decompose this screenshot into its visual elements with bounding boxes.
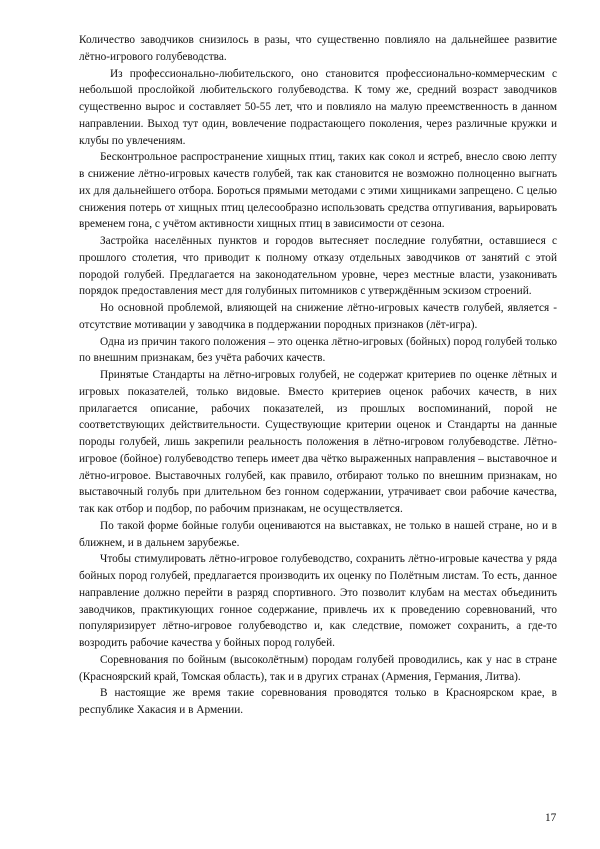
- paragraph-5: Но основной проблемой, влияющей на снижение лётно-игровых качеств голубей, является - отсутствие мотивации у заводчика в поддержании породных признаков (лёт-игра).: [79, 302, 557, 331]
- paragraph-6: Одна из причин такого положения – это оценка лётно-игровых (бойных) пород голубей только по внешним признакам, без учёта рабочих качеств.: [79, 335, 557, 365]
- document-body: [79, 32, 557, 719]
- paragraph-10: Соревнования по бойным (высоколётным) породам голубей проводились, как у нас в стране (Красноярский край, Томская область), так и в других странах (Армения, Германия, Литва).: [79, 653, 557, 683]
- paragraph-9: Чтобы стимулировать лётно-игровое голубеводство, сохранить лётно-игровые качества у ряда бойных пород голубей, предлагается производить их оценку по Полётным листам. То есть, данное направление должно перейти в разряд спортивного. Это позволит клубам на местах объединить заводчиков, практикующих гонное содержание, привлечь их к проведению соревнований, что популяризирует лётно-игровое голубеводство и, как следствие, поможет сохранить, а где-то возродить рабочие качества у бойных пород голубей.: [79, 553, 557, 649]
- paragraph-7: Принятые Стандарты на лётно-игровых голубей, не содержат критериев по оценке лётных и игровых показателей, только видовые. Вместо критериев оценок рабочих качеств, в них прилагается описание, рабочих показателей, из прошлых воспоминаний, порой не соответствующих действительности. Существующие критерии оценок и Стандарты на данные породы голубей, лишь закрепили реальность положения в лётно-игровом голубеводстве. Лётно-игровое (бойное) голубеводство теперь имеет два чётко выраженных направления – выставочное и лётно-игровое. Выставочных голубей, как правило, отбирают только по внешним признакам, но выставочный голубь при длительном без гонном содержании, утрачивает свои рабочие качества, так как отбор и подбор, по рабочим признакам, не осуществляется.: [79, 369, 557, 515]
- paragraph-8: По такой форме бойные голуби оцениваются на выставках, не только в нашей стране, но и в ближнем, и в дальнем зарубежье.: [79, 519, 557, 549]
- paragraph-4: Застройка населённых пунктов и городов вытесняет последние голубятни, оставшиеся с прошлого столетия, что приводит к полному отказу отдельных заводчиков от занятий с этой породой голубей. Предлагается на законодательном уровне, через местные власти, узаконивать порядок предоставления мест для голубиных питомников с утверждённым эскизом строений.: [79, 235, 557, 298]
- page-number: 17: [545, 812, 557, 824]
- paragraph-2: Из профессионально-любительского, оно становится профессионально-коммерческим с небольшой прослойкой любительского голубеводства. К тому же, средний возраст заводчиков существенно вырос и составляет 50-55 лет, что и повлияло на малую преемственность в данном направлении. Выход тут один, вовлечение подрастающего поколения, через различные кружки и клубы по увлечениям.: [79, 67, 557, 147]
- paragraph-11: В настоящие же время такие соревнования проводятся только в Красноярском крае, в республике Хакасия и в Армении.: [79, 687, 557, 716]
- paragraph-1: Количество заводчиков снизилось в разы, что существенно повлияло на дальнейшее развитие лётно-игрового голубеводства.: [79, 34, 557, 63]
- paragraph-3: Бесконтрольное распространение хищных птиц, таких как сокол и ястреб, внесло свою лепту в снижение лётно-игровых качеств голубей, так как становится не возможно полноценно выгнать их для дальнейшего отбора. Бороться прямыми методами с этими хищниками запрещено. С целью снижения потерь от хищных птиц целесообразно использовать средства отпугивания, варьировать временем гона, с учётом активности хищных птиц в зависимости от сезона.: [79, 151, 557, 231]
